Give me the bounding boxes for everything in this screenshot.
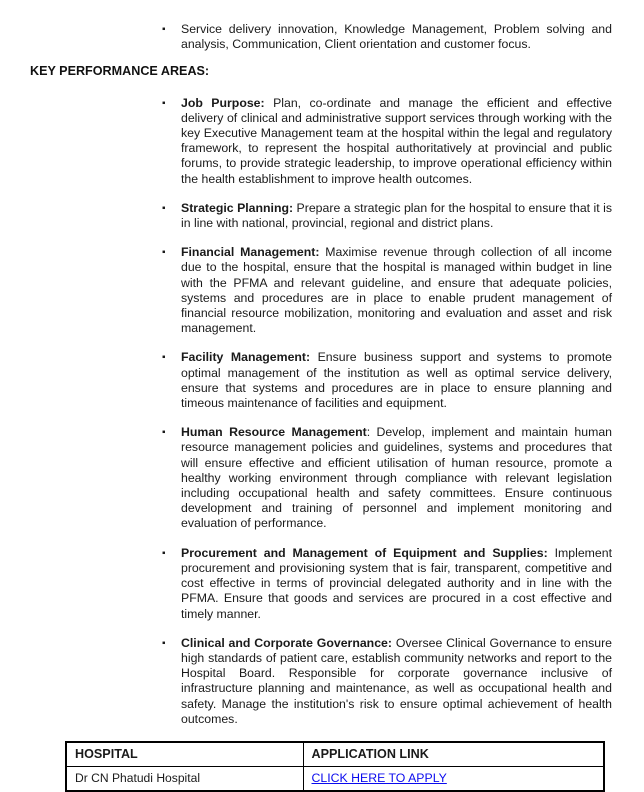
bullet-icon: ▪ (162, 202, 166, 214)
kpa-item-title: Job Purpose: (181, 95, 265, 110)
bullet-icon: ▪ (162, 547, 166, 559)
kpa-item-body: Ensure business support and systems to promote optimal management of the institution as well as optimal service delivery, ensure that systems and procedures are in place to ensure planning and timeous maintenance of facilities and equipment. (181, 350, 612, 411)
kpa-item-body: Oversee Clinical Governance to ensure high standards of patient care, establish community networks and report to the Hospital Board. Responsible for corporate governance inclusive of infrastructure planning and maintenance, as well as occupational health and safety. Manage the institution's risk to ensure optimal achievement of health outcomes. (181, 635, 613, 726)
kpa-item-body: Develop, implement and maintain human resource management policies and guidelines, systems and procedures that will ensure effective and efficient utilisation of human resource, promote a healthy working environment through compliance with relevant legislation including occupational health and safety committees. Ensure continuous development and training of personnel and implement monitoring and evaluation of performance. (181, 425, 612, 531)
kpa-item-title: Human Resource Management (181, 425, 367, 440)
kpa-item-title: Financial Management: (181, 245, 320, 260)
kpa-item-title: Procurement and Management of Equipment and Supplies: (181, 545, 548, 560)
bullet-icon: ▪ (162, 427, 166, 439)
kpa-item-title: Clinical and Corporate Governance: (181, 635, 392, 650)
kpa-item-title-suffix: : (366, 425, 371, 440)
table-header-row (66, 742, 604, 767)
bullet-icon: ▪ (162, 24, 166, 35)
kpa-item-body: Maximise revenue through collection of all income due to the hospital, ensure that the hospital is managed within budget in line with the PFMA and relevant guideline, and ensure that adequate policies, systems and procedures are in place to enable prudent management of financial resource mobilization, monitoring and evaluation and asset and risk management. (181, 245, 612, 336)
kpa-item-title: Facility Management: (181, 350, 311, 365)
bullet-icon: ▪ (162, 637, 166, 649)
kpa-item-title: Strategic Planning: (181, 200, 294, 215)
application-link-cell (303, 767, 604, 792)
table-header-application-link: APPLICATION LINK (303, 742, 604, 767)
table-row (66, 767, 604, 792)
kpa-item (162, 545, 613, 622)
hospital-application-table (65, 741, 605, 792)
bullet-icon: ▪ (162, 352, 166, 364)
kpa-item-body: Prepare a strategic plan for the hospital to ensure that it is in line with national, provincial, regional and district plans. (181, 200, 612, 231)
kpa-item (162, 425, 612, 531)
kpa-list (30, 96, 612, 727)
bullet-icon: ▪ (162, 97, 166, 109)
kpa-item (162, 350, 612, 411)
table-header-hospital: HOSPITAL (66, 742, 303, 767)
kpa-item (162, 95, 613, 187)
kpa-item (162, 200, 612, 231)
list-item (162, 22, 612, 52)
hospital-cell: Dr CN Phatudi Hospital (66, 767, 303, 792)
intro-bullet-text: Service delivery innovation, Knowledge Management, Problem solving and analysis, Communication, Client orientation and customer focus. (181, 22, 612, 52)
kpa-item-body: Plan, co-ordinate and manage the efficient and effective delivery of clinical and administrative support services through working with the key Executive Management team at the hospital within the legal and regulatory framework, to represent the hospital authoritatively at provincial and public forums, to provide strategic leadership, to improve operational efficiency within the health establishment to improve health outcomes. (181, 95, 613, 186)
bullet-icon: ▪ (162, 247, 166, 259)
section-heading-key-performance-areas: KEY PERFORMANCE AREAS: (30, 64, 210, 79)
kpa-item-body: Implement procurement and provisioning system that is fair, transparent, competitive and cost effective in terms of provincial delegated authority and in line with the PFMA. Ensure that goods and services are procured in a cost effective and timely manner. (181, 545, 613, 621)
apply-link[interactable]: CLICK HERE TO APPLY (311, 771, 447, 786)
kpa-item (162, 635, 613, 727)
kpa-item (162, 245, 612, 336)
intro-list (30, 22, 612, 52)
